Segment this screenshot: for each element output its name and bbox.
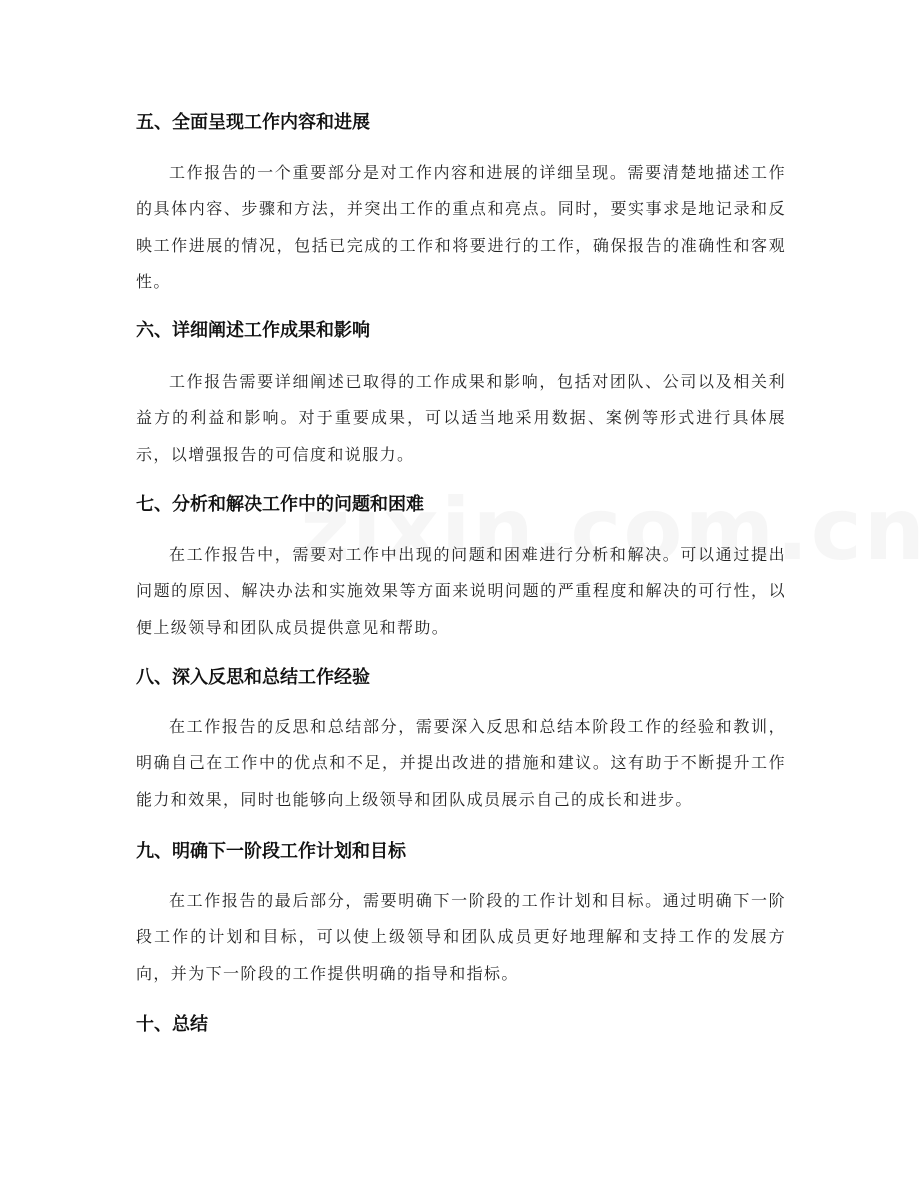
section-10-heading: 十、总结 xyxy=(136,1014,208,1035)
section-7-heading: 七、分析和解决工作中的问题和困难 xyxy=(136,494,424,515)
section-9-heading: 九、明确下一阶段工作计划和目标 xyxy=(136,841,406,862)
section-9-body: 在工作报告的最后部分，需要明确下一阶段的工作计划和目标。通过明确下一阶段工作的计划和目标，可以使上级领导和团队成员更好地理解和支持工作的发展方向，并为下一阶段的工作提供明确的指导和指标。 xyxy=(136,891,786,983)
section-5-heading: 五、全面呈现工作内容和进展 xyxy=(136,112,370,133)
section-8-heading: 八、深入反思和总结工作经验 xyxy=(136,667,370,688)
section-7-body: 在工作报告中，需要对工作中出现的问题和困难进行分析和解决。可以通过提出问题的原因、解决办法和实施效果等方面来说明问题的严重程度和解决的可行性，以便上级领导和团队成员提供意见和帮助。 xyxy=(136,545,786,637)
section-8-body: 在工作报告的反思和总结部分，需要深入反思和总结本阶段工作的经验和教训，明确自己在工作中的优点和不足，并提出改进的措施和建议。这有助于不断提升工作能力和效果，同时也能够向上级领导和团队成员展示自己的成长和进步。 xyxy=(136,717,786,809)
section-6-heading: 六、详细阐述工作成果和影响 xyxy=(136,320,370,341)
section-5-body: 工作报告的一个重要部分是对工作内容和进展的详细呈现。需要清楚地描述工作的具体内容、步骤和方法，并突出工作的重点和亮点。同时，要实事求是地记录和反映工作进展的情况，包括已完成的工作和将要进行的工作，确保报告的准确性和客观性。 xyxy=(136,163,786,291)
section-6-body: 工作报告需要详细阐述已取得的工作成果和影响，包括对团队、公司以及相关利益方的利益和影响。对于重要成果，可以适当地采用数据、案例等形式进行具体展示，以增强报告的可信度和说服力。 xyxy=(136,372,786,464)
